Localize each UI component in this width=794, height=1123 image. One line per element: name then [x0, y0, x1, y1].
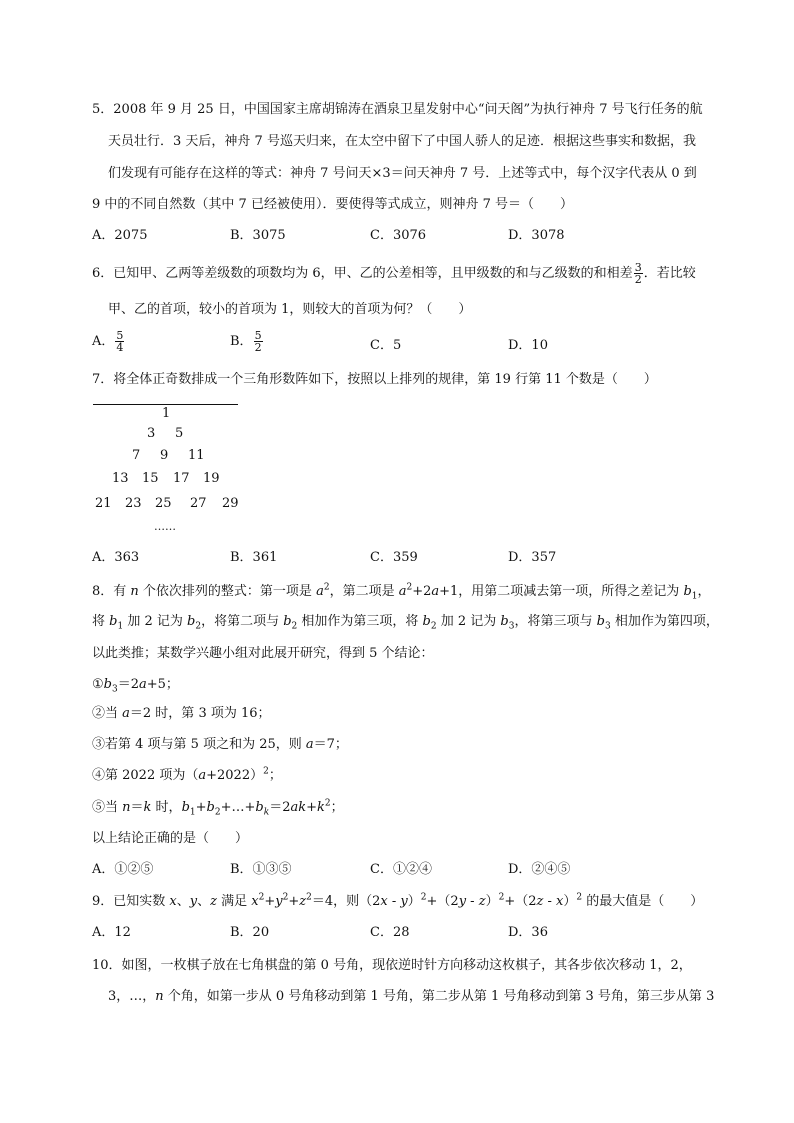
q7-row-4-num-2: 15	[142, 471, 159, 486]
q6-line-2: 甲、乙的首项，较小的首项为 1，则较大的首项为何？（ ）	[108, 302, 472, 317]
q9-option-c: C．28	[370, 925, 410, 940]
q7-row-3-num-3: 11	[188, 448, 205, 463]
q5-option-d: D．3078	[508, 228, 565, 243]
q5-line-1: 5．2008 年 9 月 25 日，中国国家主席胡锦涛在酒泉卫星发射中心“问天阁”为执行神舟 7 号飞行任务的航	[92, 102, 703, 117]
q6-option-a-fraction	[115, 330, 124, 353]
q7-row-2-num-2: 5	[175, 426, 184, 441]
q8-line-2: 将 $b_1$ 加 2 记为 $b_2$，将第二项与 $b_2$ 相加作为第三项，将 $b_2$ 加 2 记为 $b_3$，将第三项与 $b_3$ 相加作为第四项，	[92, 614, 719, 632]
q10-line-1: 10．如图，一枚棋子放在七角棋盘的第 0 号角，现依逆时针方向移动这枚棋子，其各步依次移动 1，2，	[92, 958, 692, 973]
q8-line-3: 以此类推；某数学兴趣小组对此展开研究，得到 5 个结论：	[92, 646, 434, 661]
q7-row-5-num-1: 21	[95, 496, 112, 511]
q7-line-1: 7．将全体正奇数排成一个三角形数阵如下，按照以上排列的规律，第 19 行第 11 个数是（ ）	[92, 372, 657, 387]
q7-option-c: C．359	[370, 550, 418, 565]
q7-ellipsis: ……	[154, 520, 176, 533]
q7-row-3-num-2: 9	[160, 448, 169, 463]
q8-conclusion-2: ②当 a＝2 时，第 3 项为 16；	[92, 706, 271, 721]
q6-option-b-denominator: 2	[254, 341, 262, 354]
q8-option-b: B．①③⑤	[230, 862, 292, 877]
q9-option-b: B．20	[230, 925, 270, 940]
q6-fraction	[634, 262, 643, 285]
q7-row-5-num-4: 27	[190, 496, 207, 511]
q6-option-b-label: B．	[230, 334, 253, 349]
q5-line-2: 天员壮行．3 天后，神舟 7 号巡天归来，在太空中留下了中国人骄人的足迹．根据这些事实和数据，我	[108, 134, 696, 149]
q5-option-c: C．3076	[370, 228, 427, 243]
q6-option-a-numerator: 5	[116, 329, 124, 342]
q7-option-b: B．361	[230, 550, 278, 565]
q6-line-1-post: ．若比较	[643, 266, 696, 281]
q6-line-1-pre: 6．已知甲、乙两等差级数的项数均为 6，甲、乙的公差相等，且甲级数的和与乙级数的和相差	[92, 266, 633, 281]
q6-option-b-numerator: 5	[254, 329, 262, 342]
q6-option-a-label: A．	[92, 334, 115, 349]
q6-option-d: D．10	[508, 338, 548, 353]
q8-conclusion-1: $①b_3=2a+5$；	[92, 677, 179, 695]
q8-prompt: 以上结论正确的是（ ）	[92, 831, 249, 846]
q7-row-4-num-1: 13	[112, 471, 129, 486]
q10-line-2: 3，…，n 个角，如第一步从 0 号角移动到第 1 号角，第二步从第 1 号角移动到第 3 号角，第三步从第 3	[108, 989, 715, 1004]
q7-row-4-num-4: 19	[203, 471, 220, 486]
q9-option-d: D．36	[508, 925, 548, 940]
q6-option-c: C．5	[370, 338, 402, 353]
q6-fraction-denominator: 2	[634, 273, 642, 286]
q7-row-5-num-3: 25	[155, 496, 172, 511]
q7-row-5-num-2: 23	[125, 496, 142, 511]
q8-conclusion-3: ③若第 4 项与第 5 项之和为 25，则 a＝7；	[92, 737, 348, 752]
q8-option-a: A．①②⑤	[92, 862, 154, 877]
q8-line-1: 8．有 n 个依次排列的整式：第一项是 $a^2$，第二项是 $a^2+2a+1$，用第二项减去第一项，所得之差记为 $b_1$，	[92, 582, 711, 602]
q8-option-c: C．①②④	[370, 862, 432, 877]
q5-option-a: A．2075	[92, 228, 148, 243]
q7-triangle-rule	[93, 404, 238, 405]
q5-line-3: 们发现有可能存在这样的等式：神舟 7 号问天×3＝问天神舟 7 号．上述等式中，每个汉字代表从 0 到	[108, 166, 697, 181]
q8-option-d: D．②④⑤	[508, 862, 571, 877]
q6-option-a-denominator: 4	[116, 341, 124, 354]
q9-line-1: 9．已知实数 x、y、z 满足 $x^2+y^2+z^2=4$，则（2x - y）$^2$+（2y - z）$^2$+（2z - x）$^2$ 的最大值是（ ）	[92, 892, 704, 909]
q5-line-4: 9 中的不同自然数（其中 7 已经被使用）．要使得等式成立，则神舟 7 号＝（ ）	[92, 197, 573, 212]
q7-option-a: A．363	[92, 550, 140, 565]
q9-option-a: A．12	[92, 925, 131, 940]
q6-line-1	[92, 262, 696, 285]
q6-option-b	[230, 330, 264, 353]
q7-row-1-num-1: 1	[162, 406, 171, 421]
q6-option-a	[92, 330, 125, 353]
q7-option-d: D．357	[508, 550, 557, 565]
q5-option-b: B．3075	[230, 228, 286, 243]
q7-row-5-num-5: 29	[222, 496, 239, 511]
q8-label: 8．	[92, 584, 114, 599]
q8-conclusion-4: ④第 2022 项为$(a+2022)^2$；	[92, 766, 282, 783]
q8-conclusion-5: ⑤当 n＝k 时，$b_1+b_2+\dots+b_k=2ak+k^2$；	[92, 798, 344, 818]
q7-row-4-num-3: 17	[173, 471, 190, 486]
q6-option-b-fraction	[254, 330, 263, 353]
q7-row-2-num-1: 3	[147, 426, 156, 441]
q7-row-3-num-1: 7	[132, 448, 141, 463]
q6-fraction-numerator: 3	[634, 261, 642, 274]
